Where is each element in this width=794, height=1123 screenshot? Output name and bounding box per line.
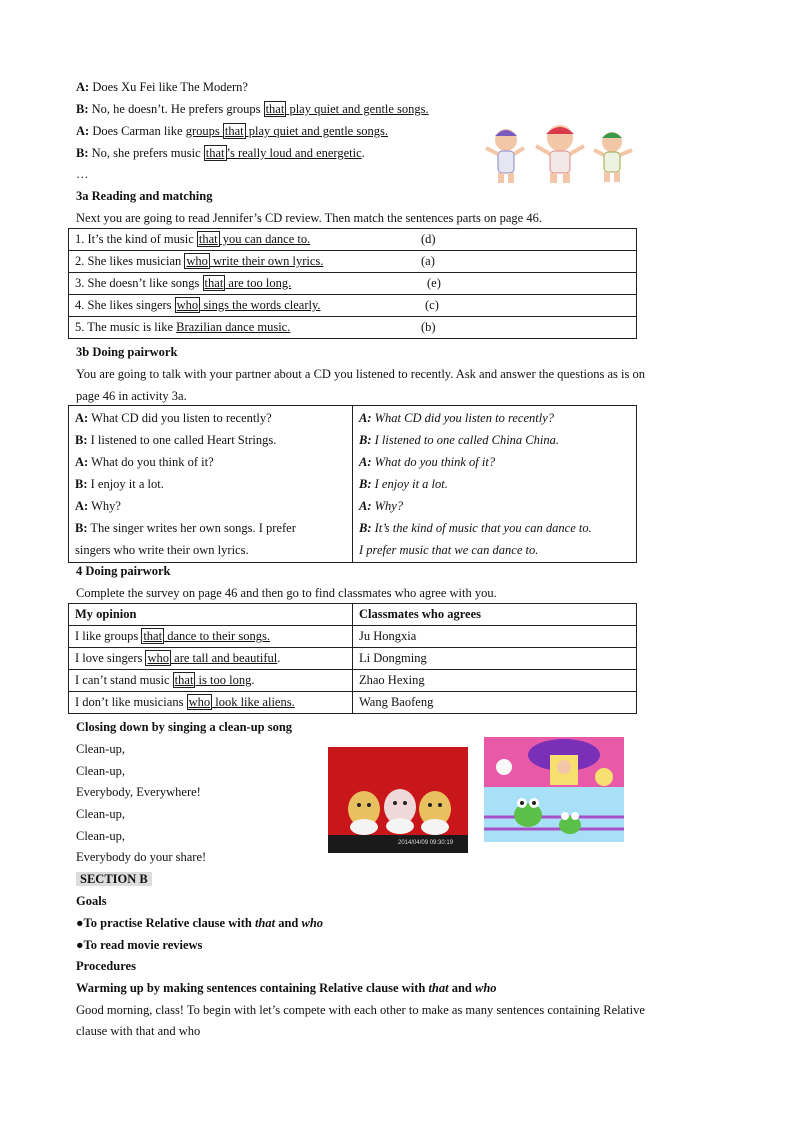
- table-row: 2. She likes musician who write their own lyrics. (a): [69, 251, 637, 273]
- song-line: Clean-up,: [76, 764, 125, 778]
- warming-up-heading: Warming up by making sentences containing Relative clause with that and who: [76, 981, 497, 995]
- doll-2: [536, 125, 584, 183]
- dialogue-line-3: A: Does Carman like groups that play quiet and gentle songs.: [76, 124, 388, 138]
- section-4-intro: Complete the survey on page 46 and then go to find classmates who agree with you.: [76, 586, 497, 600]
- table-row: I like groups that dance to their songs. Ju Hongxia: [69, 626, 637, 648]
- section-4-title: 4 Doing pairwork: [76, 564, 171, 578]
- closing-title: Closing down by singing a clean-up song: [76, 720, 293, 734]
- plush-toys-photo: [328, 747, 468, 853]
- baby-dolls-illustration: [484, 122, 638, 188]
- table-row: I love singers who are tall and beautiful. Li Dongming: [69, 648, 637, 670]
- section-3a-intro: Next you are going to read Jennifer’s CD review. Then match the sentences parts on page 46.: [76, 211, 542, 225]
- dialogue-right-column: A: What CD did you listen to recently? B: I listened to one called China China. A: What do you think of it? B: I enjoy it a lot. A: Why? B: It’s the kind of music that you can dance to. I prefer music that we can dance to.: [353, 406, 637, 563]
- ellipsis: …: [76, 167, 89, 181]
- table-row: I don’t like musicians who look like aliens. Wang Baofeng: [69, 692, 637, 714]
- section-b-heading: SECTION B: [76, 871, 152, 887]
- plush-toy-2: [384, 789, 416, 834]
- song-line: Clean-up,: [76, 829, 125, 843]
- goal-2: ●To read movie reviews: [76, 938, 203, 952]
- section-3b-title: 3b Doing pairwork: [76, 345, 178, 359]
- survey-table: [68, 603, 637, 714]
- section-3b-intro-1: You are going to talk with your partner about a CD you listened to recently. Ask and answer the questions as is on: [76, 367, 646, 381]
- paragraph-line-1: Good morning, class! To begin with let’s compete with each other to make as many sentences containing Relative: [76, 1003, 645, 1017]
- matching-table: [68, 228, 637, 339]
- doll-1: [486, 129, 524, 183]
- procedures-heading: Procedures: [76, 959, 136, 973]
- song-line: Clean-up,: [76, 742, 125, 756]
- table-row: 4. She likes singers who sings the words clearly. (c): [69, 295, 637, 317]
- song-line: Everybody, Everywhere!: [76, 785, 201, 799]
- paragraph-line-2: clause with that and who: [76, 1024, 201, 1038]
- pairwork-dialogue-table: [68, 405, 637, 563]
- goal-1: ●To practise Relative clause with that and who: [76, 916, 324, 930]
- cartoon-frogs-illustration: [484, 737, 624, 842]
- photo-timestamp: 2014/04/09 09:30:19: [398, 840, 454, 846]
- plush-toy-3: [419, 791, 451, 835]
- table-header-row: My opinion Classmates who agrees: [69, 604, 637, 626]
- dialogue-line-2: B: No, he doesn’t. He prefers groups that play quiet and gentle songs.: [76, 102, 429, 116]
- section-3b-intro-2: page 46 in activity 3a.: [76, 389, 187, 403]
- table-row: 1. It’s the kind of music that you can dance to. (d): [69, 229, 637, 251]
- plush-toy-1: [348, 791, 380, 835]
- section-3a-title: 3a Reading and matching: [76, 189, 213, 203]
- goals-heading: Goals: [76, 894, 107, 908]
- doll-3: [594, 132, 632, 182]
- table-row: 3. She doesn’t like songs that are too long. (e): [69, 273, 637, 295]
- song-line: Everybody do your share!: [76, 850, 207, 864]
- table-row: I can’t stand music that is too long. Zhao Hexing: [69, 670, 637, 692]
- song-line: Clean-up,: [76, 807, 125, 821]
- dialogue-line-1: A: Does Xu Fei like The Modern?: [76, 80, 248, 94]
- dialogue-line-4: B: No, she prefers music that ’s really loud and energetic.: [76, 146, 365, 160]
- table-row: 5. The music is like Brazilian dance music. (b): [69, 317, 637, 339]
- dialogue-left-column: A: What CD did you listen to recently? B: I listened to one called Heart Strings. A: What do you think of it? B: I enjoy it a lot. A: Why? B: The singer writes her own songs. I prefer singers who write their own lyrics.: [69, 406, 353, 563]
